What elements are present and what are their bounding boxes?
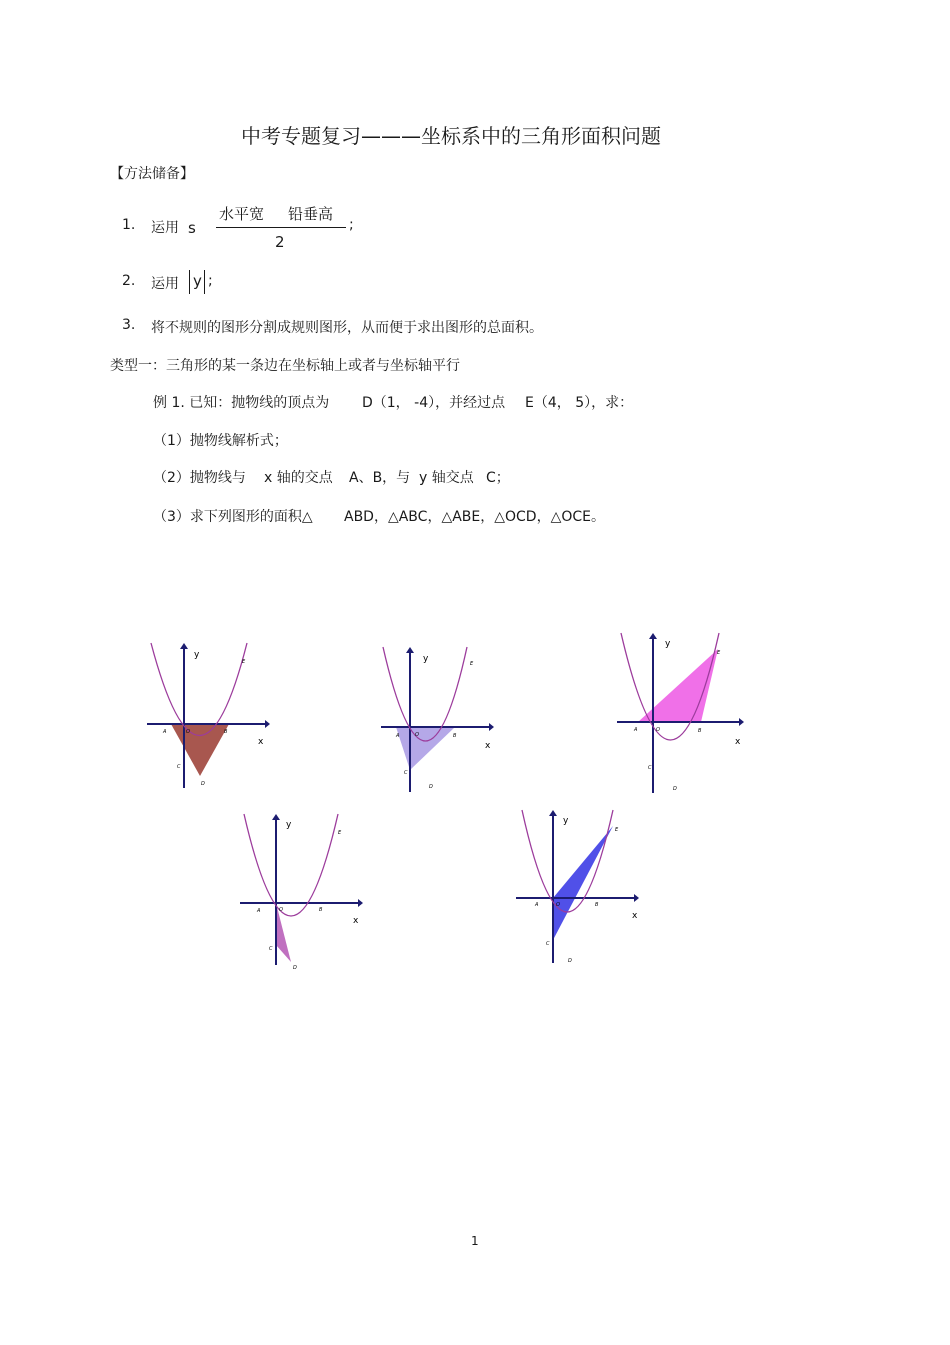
example-intro: 例 1. 已知：抛物线的顶点为 xyxy=(153,395,330,411)
x-label: x xyxy=(353,916,359,926)
fraction-bar xyxy=(216,227,346,228)
abs-bar-left xyxy=(189,270,190,294)
x-axis-arrow xyxy=(358,899,363,907)
figure-triangle-abd xyxy=(147,641,270,788)
question-2-b: x 轴的交点 xyxy=(264,470,333,486)
label-a: A xyxy=(396,733,400,739)
method2-end: ; xyxy=(208,273,213,289)
label-a: A xyxy=(634,727,638,733)
x-axis-arrow xyxy=(489,723,494,731)
label-a: A xyxy=(535,902,539,908)
label-e: E xyxy=(470,661,474,667)
question-3-a: （3）求下列图形的面积△ xyxy=(153,509,313,525)
example-point-d: D（1， -4），并经过点 xyxy=(362,395,506,411)
label-b: B xyxy=(595,902,599,908)
figure-triangle-abc xyxy=(381,645,496,792)
method1-end: ; xyxy=(349,217,354,233)
y-axis-arrow xyxy=(406,647,414,653)
y-axis-arrow xyxy=(649,633,657,639)
abs-bar-right xyxy=(204,270,205,294)
label-e: E xyxy=(338,830,342,836)
label-a: A xyxy=(163,729,167,735)
section-heading: 【方法储备】 xyxy=(110,166,194,182)
parabola xyxy=(621,633,719,740)
label-d: D xyxy=(201,781,205,787)
label-b: B xyxy=(224,729,228,735)
page-number: 1 xyxy=(471,1234,479,1248)
method1-text: 运用 xyxy=(151,220,179,236)
label-o: O xyxy=(656,727,660,733)
x-label: x xyxy=(485,741,491,751)
question-2-c: A、B，与 xyxy=(349,470,411,486)
shaded-triangle-oce xyxy=(553,826,613,940)
page-title: 中考专题复习———坐标系中的三角形面积问题 xyxy=(241,124,661,148)
label-o: O xyxy=(186,729,190,735)
label-d: D xyxy=(568,958,572,964)
question-3-b: ABD，△ABC，△ABE，△OCD，△OCE。 xyxy=(344,509,605,525)
label-b: B xyxy=(453,733,457,739)
label-c: C xyxy=(648,765,652,771)
example-point-e: E（4， 5），求： xyxy=(525,395,634,411)
x-label: x xyxy=(632,911,638,921)
x-axis-arrow xyxy=(634,894,639,902)
label-c: C xyxy=(177,764,181,770)
x-label: x xyxy=(735,737,741,747)
label-a: A xyxy=(257,908,261,914)
figure-triangle-oce xyxy=(516,808,641,968)
shaded-triangle-abc xyxy=(396,727,455,770)
type-heading: 类型一：三角形的某一条边在坐标轴上或者与坐标轴平行 xyxy=(110,358,460,374)
figure-triangle-ocd xyxy=(240,812,367,972)
method2-text: 运用 xyxy=(151,276,179,292)
figure-triangle-abe xyxy=(617,631,746,793)
method3-number: 3. xyxy=(122,317,136,333)
method2-number: 2. xyxy=(122,273,136,289)
label-o: O xyxy=(556,902,560,908)
y-label: y xyxy=(665,639,671,649)
label-e: E xyxy=(615,827,619,833)
y-axis-arrow xyxy=(549,810,557,816)
label-e: E xyxy=(242,659,246,665)
abs-variable: y xyxy=(193,272,202,290)
y-label: y xyxy=(194,650,200,660)
y-axis-arrow xyxy=(180,643,188,649)
x-axis-arrow xyxy=(739,718,744,726)
label-c: C xyxy=(404,770,408,776)
label-b: B xyxy=(698,728,702,734)
x-axis-arrow xyxy=(265,720,270,728)
method1-s: s xyxy=(188,219,196,237)
question-2-d: y 轴交点 xyxy=(419,470,474,486)
y-label: y xyxy=(563,816,569,826)
y-label: y xyxy=(286,820,292,830)
label-o: O xyxy=(415,732,419,738)
shaded-triangle-abe xyxy=(638,649,718,722)
fraction-numerator-width: 水平宽 xyxy=(219,205,265,223)
method1-number: 1. xyxy=(122,217,136,233)
fraction-numerator-height: 铅垂高 xyxy=(288,205,334,223)
label-e: E xyxy=(717,650,721,656)
label-d: D xyxy=(673,786,677,792)
method3-text: 将不规则的图形分割成规则图形，从而便于求出图形的总面积。 xyxy=(151,320,543,336)
label-c: C xyxy=(269,946,273,952)
fraction-denominator: 2 xyxy=(275,233,285,251)
label-c: C xyxy=(546,941,550,947)
label-d: D xyxy=(429,784,433,790)
label-b: B xyxy=(319,907,323,913)
y-label: y xyxy=(423,654,429,664)
x-label: x xyxy=(258,737,264,747)
label-o: O xyxy=(279,907,283,913)
label-d: D xyxy=(293,965,297,971)
question-2-e: C； xyxy=(486,470,510,486)
question-2-a: （2）抛物线与 xyxy=(153,470,246,486)
y-axis-arrow xyxy=(272,814,280,820)
question-1: （1）抛物线解析式； xyxy=(153,433,288,449)
